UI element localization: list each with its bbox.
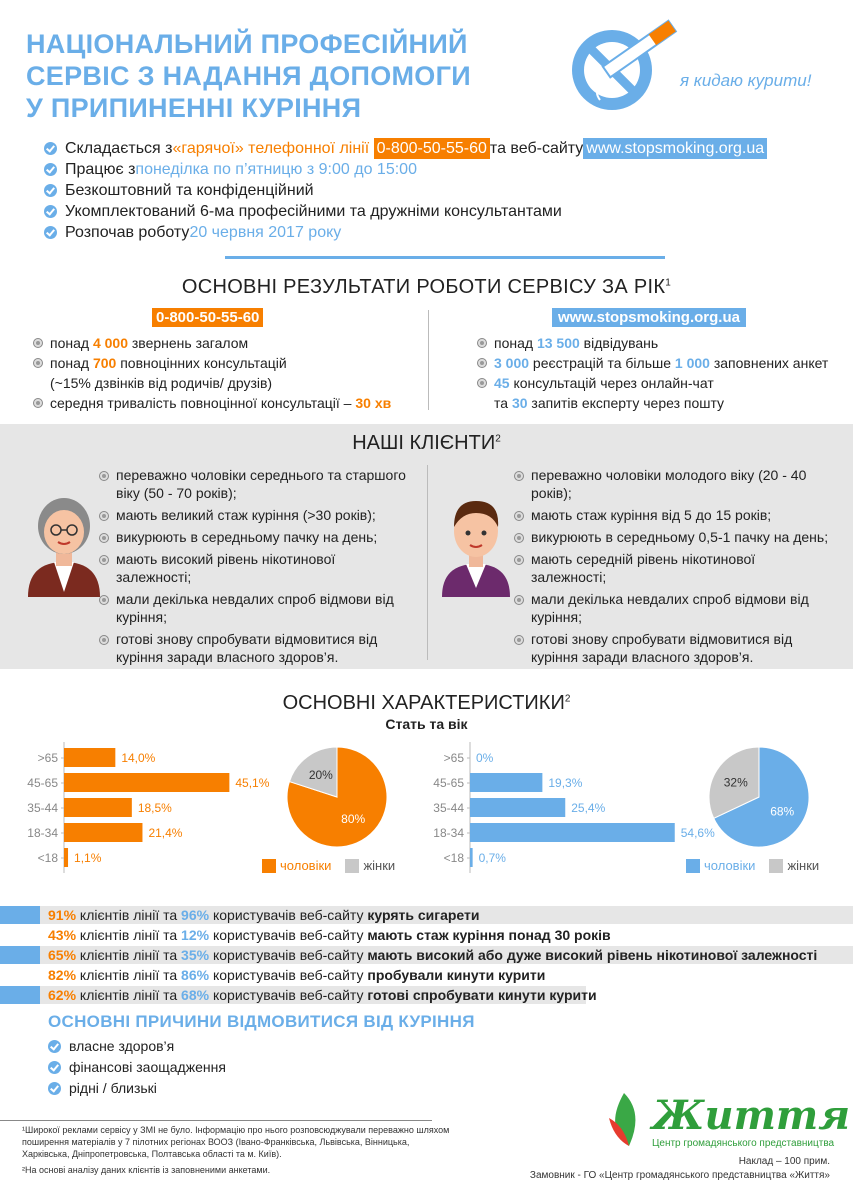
bar <box>64 848 68 867</box>
results-title: ОСНОВНІ РЕЗУЛЬТАТИ РОБОТИ СЕРВІСУ ЗА РІК$^1$ <box>181 276 672 298</box>
tick-label: >65 <box>37 751 58 765</box>
stat-text: 62% клієнтів лінії та 68% користувачів веб-сайту готові спробувати кинути курити <box>48 987 597 1003</box>
slogan: я кидаю курити! <box>680 71 812 90</box>
stat-row <box>0 906 853 924</box>
column-divider <box>427 465 428 660</box>
data-label: 19,3% <box>548 776 583 790</box>
result-item: 45 консультацій через онлайн-чат та 30 запитів експерту через пошту <box>478 373 848 413</box>
pie-label: 32% <box>723 775 748 790</box>
tick-label: <18 <box>443 851 464 865</box>
stat-text: 82% клієнтів лінії та 86% користувачів веб-сайту пробували кинути курити <box>48 967 546 983</box>
check-icon <box>44 226 57 239</box>
print-run: Наклад – 100 прим. <box>738 1156 830 1167</box>
data-label: 0% <box>476 751 494 765</box>
stat-row <box>0 926 853 944</box>
reasons-list <box>48 1036 226 1099</box>
data-label: 1,1% <box>74 851 102 865</box>
client-item: готові знову спробувати відмовитися від куріння заради власного здоров’я. <box>515 630 850 666</box>
column-divider <box>428 310 429 410</box>
client-item: викурюють в середньому 0,5-1 пачку на день; <box>515 528 850 546</box>
client-item: готові знову спробувати відмовитися від куріння заради власного здоров’я. <box>100 630 415 666</box>
tick-label: 18-34 <box>27 826 58 840</box>
bar <box>64 748 115 767</box>
website-results <box>478 333 848 413</box>
client-item: мають великий стаж куріння (>30 років); <box>100 506 415 524</box>
reason-item: фінансові заощадження <box>48 1057 226 1078</box>
phone-badge: 0-800-50-55-60 <box>152 309 263 326</box>
intro-bullets <box>44 138 767 243</box>
phone-legend: чоловіки жінки <box>262 858 395 873</box>
client-item: мають високий рівень нікотинової залежності; <box>100 550 415 586</box>
client-item: викурюють в середньому пачку на день; <box>100 528 415 546</box>
result-item: понад 700 повноцінних консультацій (~15% дзвінків від родичів/ друзів) <box>34 353 414 393</box>
stat-row <box>0 946 853 964</box>
data-label: 21,4% <box>148 826 183 840</box>
check-icon <box>44 184 57 197</box>
phone-age-bar-chart <box>20 742 290 877</box>
stat-text: 91% клієнтів лінії та 96% користувачів веб-сайту курять сигарети <box>48 907 480 923</box>
data-label: 54,6% <box>680 826 715 840</box>
divider <box>225 256 665 259</box>
pie-label: 20% <box>308 767 333 782</box>
reason-item: власне здоров’я <box>48 1036 226 1057</box>
bar <box>470 773 542 792</box>
tick-label: 35-44 <box>433 801 464 815</box>
data-label: 0,7% <box>478 851 506 865</box>
client-item: мали декілька невдалих спроб відмови від куріння; <box>100 590 415 626</box>
logo-name: Життя <box>652 1092 851 1139</box>
result-item: 3 000 реєстрацій та більше 1 000 заповнених анкет <box>478 353 848 373</box>
clients-title: НАШІ КЛІЄНТИ$^2$ <box>352 432 501 454</box>
website-badge: www.stopsmoking.org.ua <box>552 309 746 326</box>
tick-label: 35-44 <box>27 801 58 815</box>
characteristics-subtitle: Стать та вік <box>385 716 468 732</box>
check-icon <box>44 205 57 218</box>
stat-text: 65% клієнтів лінії та 35% користувачів веб-сайту мають високий або дуже високий рівень нікотинової залежності <box>48 947 818 963</box>
intro-bullet: Складається з «гарячої» телефонної лінії 0-800-50-55-60 та веб-сайту www.stopsmoking.org.ua <box>44 138 767 159</box>
website-link[interactable]: www.stopsmoking.org.ua <box>583 138 767 159</box>
data-label: 18,5% <box>137 801 172 815</box>
leaf-logo-icon <box>604 1088 654 1148</box>
result-item: середня тривалість повноцінної консультації – 30 хв <box>34 393 414 413</box>
client-item: переважно чоловіки молодого віку (20 - 40 років); <box>515 466 850 502</box>
pie-label: 68% <box>770 804 795 819</box>
bar <box>470 823 675 842</box>
check-icon <box>44 163 57 176</box>
site-age-bar-chart <box>420 742 715 877</box>
older-man-avatar <box>24 482 104 597</box>
result-item: понад 13 500 відвідувань <box>478 333 848 353</box>
stat-bar-accent <box>0 946 40 964</box>
check-icon <box>48 1061 61 1074</box>
footnote-2: ²На основі аналізу даних клієнтів із заповненими анкетами. <box>22 1165 271 1175</box>
intro-bullet: Укомплектований 6-ма професійними та дружніми консультантами <box>44 201 767 222</box>
site-gender-pie-chart <box>704 742 814 852</box>
bar <box>470 848 473 867</box>
clients-left-list <box>100 466 415 670</box>
phone-number[interactable]: 0-800-50-55-60 <box>374 138 490 159</box>
characteristics-title: ОСНОВНІ ХАРАКТЕРИСТИКИ$^2$ <box>282 692 571 714</box>
bar <box>64 823 142 842</box>
reasons-title: ОСНОВНІ ПРИЧИНИ ВІДМОВИТИСЯ ВІД КУРІННЯ <box>48 1012 475 1031</box>
intro-bullet: Розпочав роботу 20 червня 2017 року <box>44 222 767 243</box>
tick-label: >65 <box>443 751 464 765</box>
intro-bullet: Працює з понеділка по п’ятницю з 9:00 до 15:00 <box>44 159 767 180</box>
bar <box>64 773 229 792</box>
intro-bullet: Безкоштовний та конфіденційний <box>44 180 767 201</box>
stat-text: 43% клієнтів лінії та 12% користувачів веб-сайту мають стаж куріння понад 30 років <box>48 927 611 943</box>
pie-label: 80% <box>341 812 366 827</box>
phone-gender-pie-chart <box>282 742 392 852</box>
client-item: мають середній рівень нікотинової залежності; <box>515 550 850 586</box>
check-icon <box>48 1082 61 1095</box>
stat-bar-accent <box>0 906 40 924</box>
phone-results <box>34 333 414 413</box>
check-icon <box>44 142 57 155</box>
logo-subtitle: Центр громадянського представництва <box>652 1138 835 1149</box>
stat-row <box>0 986 853 1004</box>
no-smoking-icon <box>562 16 692 116</box>
clients-right-list <box>515 466 850 670</box>
tick-label: 45-65 <box>27 776 58 790</box>
young-man-avatar <box>436 487 516 597</box>
footnotes <box>22 1124 452 1180</box>
customer: Замовник - ГО «Центр громадянського представництва «Життя» <box>529 1170 830 1181</box>
legend-swatch <box>345 859 359 873</box>
bar <box>470 798 565 817</box>
tick-label: 45-65 <box>433 776 464 790</box>
footnote-1: ¹Широкої реклами сервісу у ЗМІ не було. Інформацію про нього розповсюджували переважно шляхом поширення матеріалів у 7 пілотних регіонах ВООЗ (Івано-Франківська, Львівська, Вінницька, Харківська, Дніпропетровська, Полтавська області та м. Київ). <box>22 1125 450 1159</box>
client-item: переважно чоловіки середнього та старшого віку (50 - 70 років); <box>100 466 415 502</box>
data-label: 14,0% <box>121 751 156 765</box>
tick-label: <18 <box>37 851 58 865</box>
tick-label: 18-34 <box>433 826 464 840</box>
client-item: мали декілька невдалих спроб відмови від куріння; <box>515 590 850 626</box>
site-legend: чоловіки жінки <box>686 858 819 873</box>
legend-swatch <box>262 859 276 873</box>
bar <box>64 798 132 817</box>
data-label: 45,1% <box>235 776 270 790</box>
legend-swatch <box>769 859 783 873</box>
legend-swatch <box>686 859 700 873</box>
result-item: понад 4 000 звернень загалом <box>34 333 414 353</box>
stat-bar-accent <box>0 986 40 1004</box>
footnote-divider <box>0 1120 432 1121</box>
data-label: 25,4% <box>571 801 606 815</box>
client-item: мають стаж куріння від 5 до 15 років; <box>515 506 850 524</box>
check-icon <box>48 1040 61 1053</box>
stat-row <box>0 966 853 984</box>
page-title: НАЦІОНАЛЬНИЙ ПРОФЕСІЙНИЙ СЕРВІС З НАДАННЯ ДОПОМОГИ У ПРИПИНЕННІ КУРІННЯ <box>26 29 471 123</box>
reason-item: рідні / близькі <box>48 1078 226 1099</box>
